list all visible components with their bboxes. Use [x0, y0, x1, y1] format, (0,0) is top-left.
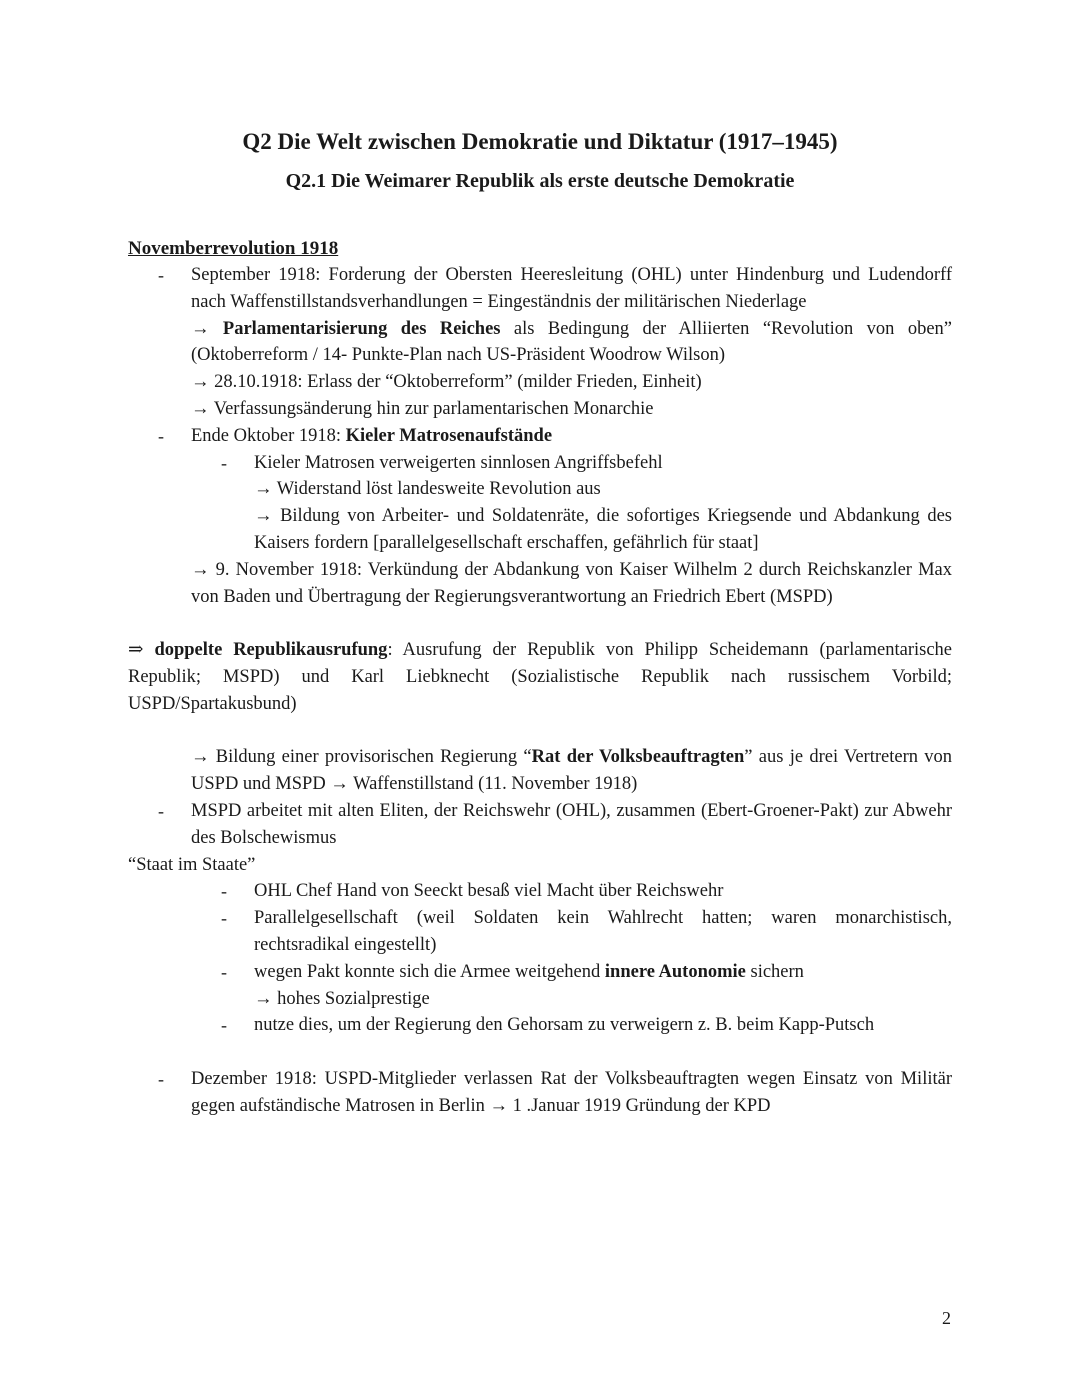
- line-text: sichern: [745, 961, 804, 982]
- bold-term: innere Autonomie: [604, 961, 746, 982]
- bullet-september: [158, 262, 952, 423]
- bullet-dash: -: [158, 265, 164, 285]
- bullet-dash: -: [158, 1068, 164, 1089]
- arrow-line-verfassung: → Verfassungsänderung hin zur parlamentarischen Monarchie: [191, 398, 654, 419]
- document-title: Q2 Die Welt zwischen Demokratie und Diktatur (1917–1945): [242, 129, 838, 154]
- line-text: wegen Pakt konnte sich die Armee weitgehend: [254, 961, 605, 982]
- bullet-dash: -: [221, 961, 227, 982]
- bold-term: Kieler Matrosenaufstände: [345, 425, 553, 446]
- subbullet-text: OHL Chef Hand von Seeckt besaß viel Macht über Reichswehr: [254, 881, 724, 902]
- bullet-mspd: [158, 798, 952, 852]
- bullet-dash: -: [221, 908, 227, 929]
- arrow-line-raete: → Bildung von Arbeiter- und Soldatenräte, die sofortiges Kriegsende und Abdankung des Kaisers fordern [parallelgesellschaft erschaffen, gefährlich für staat]: [254, 506, 952, 553]
- bullet-dash: -: [221, 1015, 227, 1036]
- implies-prefix: ⇒: [128, 640, 155, 661]
- bullet-dash: -: [221, 452, 227, 473]
- document-page: [128, 124, 952, 1120]
- bullet-text: [191, 423, 952, 450]
- arrow-line-widerstand: → Widerstand löst landesweite Revolution aus: [254, 479, 601, 500]
- label-staat-im-staate: “Staat im Staate”: [128, 854, 256, 875]
- line-text: als Bedingung der Alliierten “Revolution von oben” (Oktoberreform / 14- Punkte-Plan nach US-Präsident Woodrow Wilson): [191, 318, 952, 366]
- arrow-line-oktoberreform: → 28.10.1918: Erlass der “Oktoberreform” (milder Frieden, Einheit): [191, 372, 702, 393]
- bold-term: Parlamentarisierung des Reiches: [222, 318, 501, 339]
- bullet-dash: -: [158, 800, 164, 821]
- line-text: ” aus je drei Vertretern von USPD und MSPD → Waffenstillstand (11. November 1918): [191, 747, 953, 795]
- subbullet-text: [254, 959, 952, 986]
- line-text: → Bildung einer provisorischen Regierung “: [191, 747, 532, 768]
- page-number: 2: [942, 1308, 951, 1328]
- subbullet-parallelgesellschaft: [221, 905, 952, 959]
- subbullet-seeckt: [221, 878, 952, 905]
- line-text: Ende Oktober 1918:: [191, 425, 346, 446]
- subbullet-text: Kieler Matrosen verweigerten sinnlosen Angriffsbefehl: [254, 452, 663, 473]
- subbullet-text: Parallelgesellschaft (weil Soldaten kein Wahlrecht hatten; waren monarchistisch, rechtsradikal eingestellt): [254, 908, 952, 955]
- bullet-dash: -: [221, 881, 227, 902]
- arrow-line-sozialprestige: → hohes Sozialprestige: [254, 988, 430, 1009]
- bullet-kiel: [158, 423, 952, 450]
- spacer: [128, 1039, 952, 1066]
- bullet-text: Dezember 1918: USPD-Mitglieder verlassen Rat der Volksbeauftragten wegen Einsatz von Militär gegen aufständische Matrosen in Berlin → 1 .Januar 1919 Gründung der KPD: [191, 1068, 952, 1116]
- arrow-line-parlamentarisierung: [191, 316, 952, 370]
- spacer: [128, 610, 952, 637]
- document-subtitle: Q2.1 Die Weimarer Republik als erste deutsche Demokratie: [285, 170, 795, 192]
- bullet-dash: -: [158, 425, 164, 446]
- bold-term: Rat der Volksbeauftragten: [531, 747, 745, 768]
- bullet-text: September 1918: Forderung der Obersten Heeresleitung (OHL) unter Hindenburg und Ludendorff nach Waffenstillstandsverhandlungen = Eingeständnis der militärischen Niederlage: [191, 265, 952, 312]
- paragraph-republikausrufung: [128, 637, 952, 717]
- bold-term: doppelte Republikausrufung: [154, 640, 388, 661]
- section-heading: Novemberrevolution 1918: [128, 238, 339, 259]
- subbullet-kiel: [221, 450, 952, 557]
- arrow-block-abdankung: [191, 557, 952, 611]
- arrow-prefix: →: [191, 318, 223, 339]
- bullet-dezember: [158, 1066, 952, 1120]
- arrow-block-rat: [191, 744, 952, 798]
- bullet-text: MSPD arbeitet mit alten Eliten, der Reichswehr (OHL), zusammen (Ebert-Groener-Pakt) zur Abwehr des Bolschewismus: [191, 800, 952, 848]
- subbullet-kapp-putsch: [221, 1012, 952, 1039]
- subbullet-text: nutze dies, um der Regierung den Gehorsam zu verweigern z. B. beim Kapp-Putsch: [254, 1015, 875, 1036]
- line-text: : Ausrufung der Republik von Philipp Scheidemann (parlamentarische Republik; MSPD) und Karl Liebknecht (Sozialistische Republik nach russischem Vorbild; USPD/Spartakusbund): [128, 640, 952, 714]
- arrow-line-abdankung: → 9. November 1918: Verkündung der Abdankung von Kaiser Wilhelm 2 durch Reichskanzler Max von Baden und Übertragung der Regierungsverantwortung an Friedrich Ebert (MSPD): [191, 559, 952, 607]
- subbullet-autonomie: [221, 959, 952, 1013]
- arrow-line-rat: [191, 744, 952, 798]
- spacer: [128, 718, 952, 745]
